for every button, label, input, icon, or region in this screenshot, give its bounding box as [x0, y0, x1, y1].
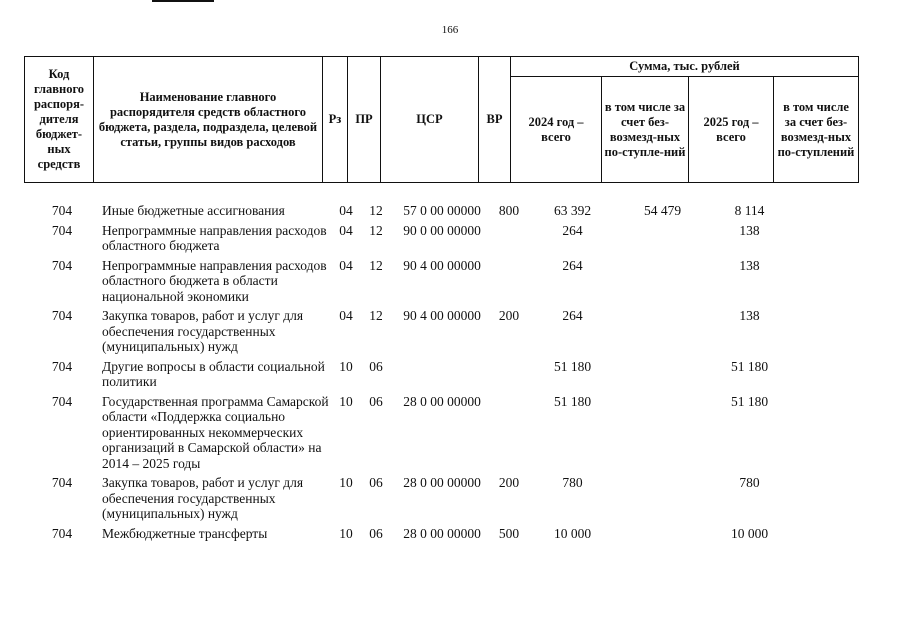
cell-2025-total: 51 180 — [730, 393, 769, 409]
table-row — [24, 203, 904, 219]
cell-2024-free — [619, 359, 706, 390]
cell-2025-free — [793, 394, 878, 472]
cell-rz: 10 — [339, 475, 353, 490]
cell-pr: 12 — [369, 308, 383, 323]
header-sum-title: Сумма, тыс. рублей — [511, 57, 859, 77]
cell-2024-total: 51 180 — [553, 358, 592, 374]
cell-2025-free — [793, 526, 878, 542]
cell-rz: 10 — [339, 393, 353, 409]
cell-csr: 28 0 00 00000 — [403, 525, 481, 541]
cell-csr: 90 0 00 00000 — [403, 222, 481, 238]
cell-2024-total: 10 000 — [553, 525, 592, 541]
header-2025-total: 2025 год – всего — [689, 77, 774, 183]
cell-2025-total: 780 — [739, 475, 760, 490]
table-row — [24, 394, 904, 472]
cell-pr: 12 — [369, 222, 383, 238]
cell-code: 704 — [51, 393, 73, 409]
cell-code: 704 — [51, 257, 73, 273]
cell-2024-total: 264 — [562, 257, 583, 273]
table-row — [24, 359, 904, 390]
top-divider-line — [152, 0, 214, 2]
cell-code: 704 — [51, 358, 73, 374]
cell-name: Иные бюджетные ассигнования — [102, 203, 285, 218]
cell-pr: 06 — [369, 358, 383, 374]
cell-vr — [492, 223, 526, 254]
cell-rz: 04 — [339, 257, 353, 273]
cell-pr: 12 — [369, 203, 383, 218]
cell-csr: 28 0 00 00000 — [403, 475, 481, 490]
cell-rz: 10 — [339, 525, 353, 541]
cell-pr: 06 — [369, 525, 383, 541]
cell-2024-free — [619, 475, 706, 522]
header-vr: ВР — [479, 57, 511, 183]
table-row — [24, 526, 904, 542]
header-2025-free: в том числе за счет без-возмезд-ных по-ступлений — [774, 77, 859, 183]
cell-code: 704 — [51, 203, 73, 218]
cell-2025-total: 138 — [739, 222, 760, 238]
cell-vr — [492, 258, 526, 305]
cell-2024-free — [619, 394, 706, 472]
cell-csr: 57 0 00 00000 — [403, 203, 481, 218]
cell-csr: 28 0 00 00000 — [403, 393, 481, 409]
table-row — [24, 223, 904, 254]
cell-rz: 04 — [339, 203, 353, 218]
cell-2024-free — [619, 258, 706, 305]
cell-2024-total: 264 — [562, 308, 583, 323]
cell-pr: 12 — [369, 257, 383, 273]
header-code: Код главного распоря-дителя бюджет-ных средств — [25, 57, 94, 183]
cell-pr: 06 — [369, 475, 383, 490]
cell-rz: 04 — [339, 308, 353, 323]
cell-2024-total: 780 — [562, 475, 583, 490]
page-number: 166 — [441, 24, 459, 36]
cell-2025-free — [793, 359, 878, 390]
table-row — [24, 475, 904, 522]
cell-name: Закупка товаров, работ и услуг для обеспечения государственных (муниципальных) нужд — [102, 308, 304, 354]
cell-2024-free: 54 479 — [643, 203, 682, 218]
cell-2025-free — [793, 258, 878, 305]
header-2024-free: в том числе за счет без-возмезд-ных по-ступле-ний — [602, 77, 689, 183]
cell-2025-total: 51 180 — [730, 358, 769, 374]
cell-csr: 90 4 00 00000 — [403, 308, 481, 323]
cell-2024-total: 51 180 — [553, 393, 592, 409]
table-header — [24, 56, 859, 183]
cell-rz: 10 — [339, 358, 353, 374]
cell-2025-free — [793, 223, 878, 254]
cell-vr: 500 — [498, 525, 520, 541]
cell-name: Непрограммные направления расходов областного бюджета в области национальной экономики — [102, 257, 327, 304]
cell-code: 704 — [51, 525, 73, 541]
cell-name: Межбюджетные трансферты — [102, 525, 268, 541]
cell-vr — [492, 394, 526, 472]
cell-vr: 200 — [498, 308, 520, 323]
cell-code: 704 — [51, 222, 73, 238]
cell-2025-free — [793, 308, 878, 355]
cell-2025-total: 138 — [739, 257, 760, 273]
cell-2025-total: 138 — [739, 308, 760, 323]
cell-2024-free — [619, 526, 706, 542]
cell-2024-free — [619, 308, 706, 355]
cell-vr: 200 — [498, 475, 520, 490]
cell-code: 704 — [51, 308, 73, 323]
cell-name: Закупка товаров, работ и услуг для обеспечения государственных (муниципальных) нужд — [102, 475, 304, 521]
cell-2024-free — [619, 223, 706, 254]
cell-rz: 04 — [339, 222, 353, 238]
cell-2025-total: 10 000 — [730, 525, 769, 541]
header-csr: ЦСР — [381, 57, 479, 183]
cell-2025-total: 8 114 — [734, 203, 765, 218]
header-rz: Рз — [323, 57, 348, 183]
header-2024-total: 2024 год – всего — [511, 77, 602, 183]
cell-vr: 800 — [498, 203, 520, 218]
cell-2025-free — [793, 475, 878, 522]
cell-csr — [392, 359, 492, 390]
cell-vr — [492, 359, 526, 390]
cell-2024-total: 264 — [562, 222, 583, 238]
header-pr: ПР — [348, 57, 381, 183]
cell-name: Другие вопросы в области социальной политики — [102, 358, 325, 389]
cell-name: Непрограммные направления расходов областного бюджета — [102, 222, 327, 253]
cell-pr: 06 — [369, 393, 383, 409]
header-name: Наименование главного распорядителя средств областного бюджета, раздела, подраздела, целевой статьи, группы видов расходов — [94, 57, 323, 183]
table-row — [24, 308, 904, 355]
cell-2024-total: 63 392 — [553, 203, 592, 218]
table-row — [24, 258, 904, 305]
cell-2025-free — [793, 203, 878, 219]
cell-code: 704 — [51, 475, 73, 490]
cell-name: Государственная программа Самарской области «Поддержка социально ориентированных некоммерческих организаций в Самарской области» на 2014 – 2025 годы — [102, 393, 329, 471]
cell-csr: 90 4 00 00000 — [403, 257, 481, 273]
table-body — [24, 203, 904, 541]
